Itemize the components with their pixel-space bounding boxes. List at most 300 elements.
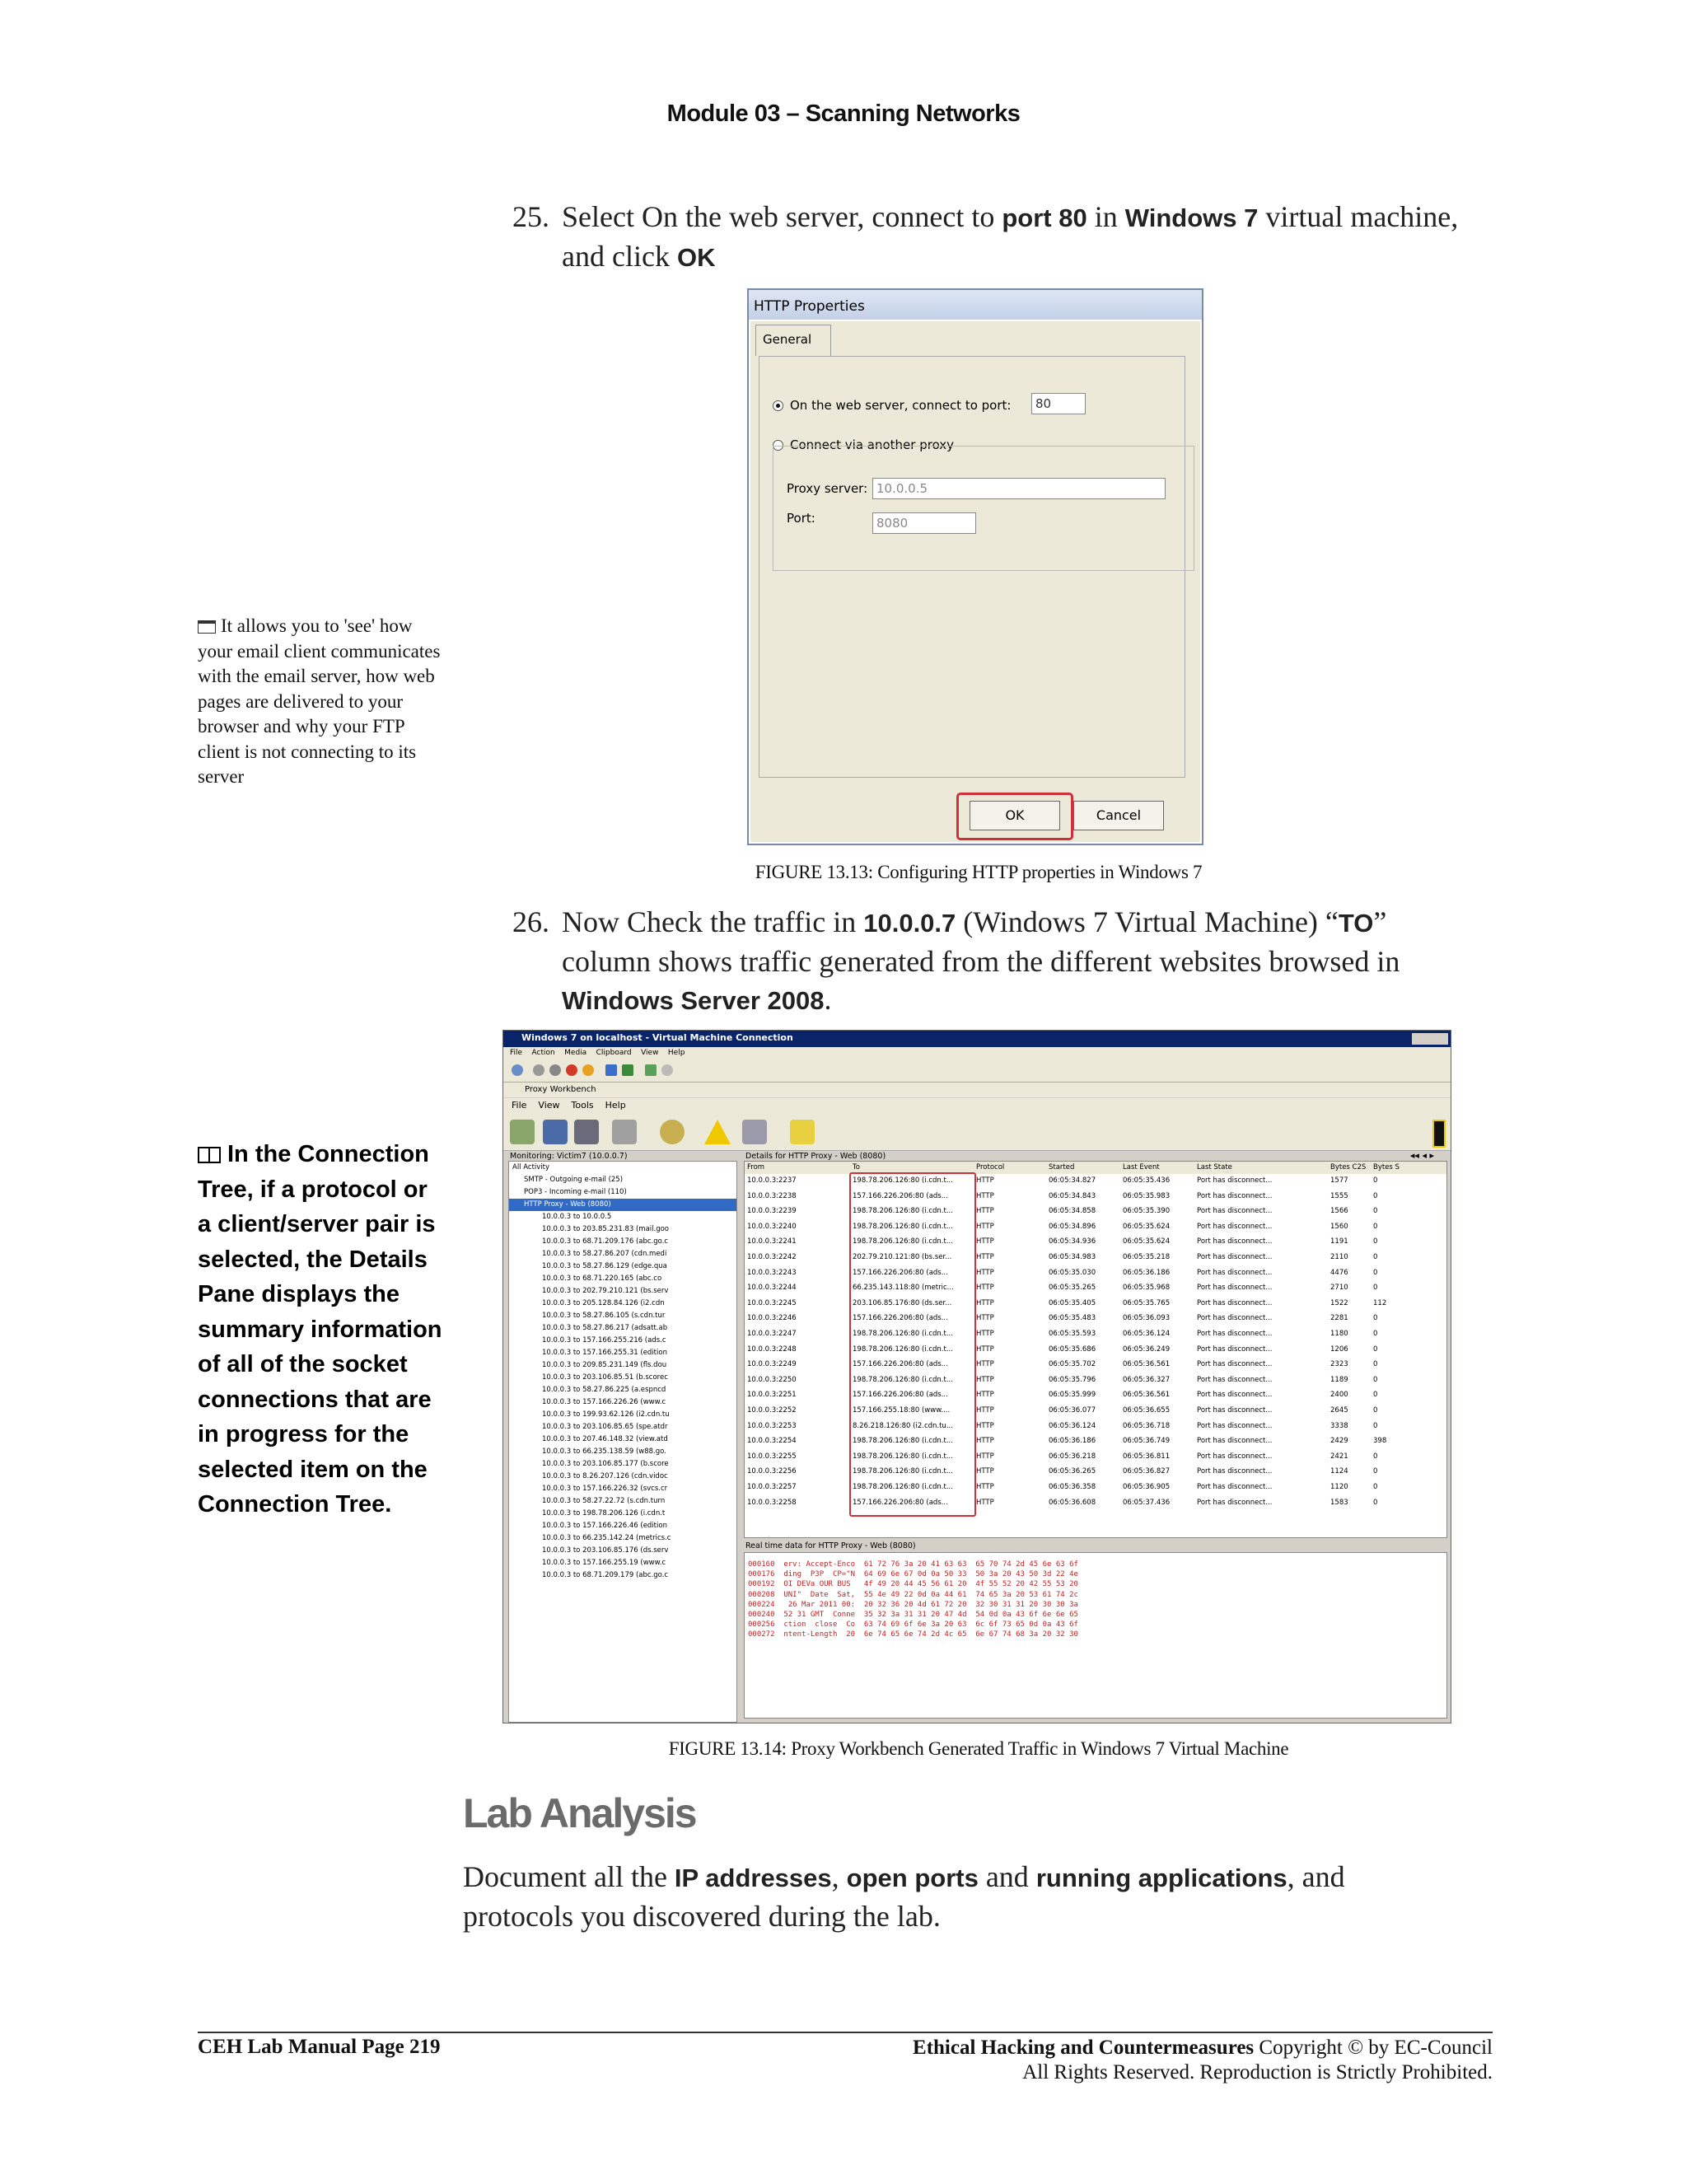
dialog-title: HTTP Properties bbox=[749, 290, 1202, 320]
radio-selected-icon[interactable] bbox=[773, 400, 783, 411]
table-cell: 0 bbox=[1373, 1253, 1378, 1261]
table-cell: 06:05:35.702 bbox=[1049, 1360, 1096, 1369]
table-cell: HTTP bbox=[976, 1375, 994, 1384]
proxy-icon[interactable] bbox=[510, 1120, 535, 1144]
tree-node-pair[interactable]: 10.0.0.3 to 207.46.148.32 (view.atd bbox=[542, 1435, 668, 1443]
table-cell: 1180 bbox=[1330, 1330, 1348, 1338]
tree-node-pair[interactable]: 10.0.0.3 to 58.27.86.225 (a.espncd bbox=[542, 1386, 666, 1394]
table-cell: 0 bbox=[1373, 1176, 1378, 1185]
tree-node-smtp[interactable]: SMTP - Outgoing e-mail (25) bbox=[524, 1176, 624, 1184]
snapshot-icon[interactable] bbox=[645, 1064, 657, 1076]
table-cell: 0 bbox=[1373, 1237, 1378, 1246]
table-cell: 06:05:36.749 bbox=[1123, 1437, 1171, 1446]
menu-tools[interactable]: Tools bbox=[571, 1100, 594, 1111]
table-cell: 10.0.0.3:2243 bbox=[747, 1268, 797, 1277]
step-text: and click bbox=[562, 240, 677, 273]
table-cell: 10.0.0.3:2250 bbox=[747, 1375, 797, 1384]
option-web-server[interactable] bbox=[773, 398, 1011, 413]
table-cell: HTTP bbox=[976, 1222, 994, 1231]
tree-node-pair[interactable]: 10.0.0.3 to 157.166.255.31 (edition bbox=[542, 1349, 667, 1357]
table-cell: 10.0.0.3:2256 bbox=[747, 1467, 797, 1476]
proxy-workbench-menu bbox=[503, 1098, 1451, 1113]
table-cell: 0 bbox=[1373, 1268, 1378, 1277]
option-label: Connect via another proxy bbox=[790, 437, 955, 452]
table-cell: 0 bbox=[1373, 1498, 1378, 1507]
table-cell: 2400 bbox=[1330, 1391, 1348, 1400]
table-cell: 0 bbox=[1373, 1375, 1378, 1384]
table-cell: 1577 bbox=[1330, 1176, 1348, 1185]
table-cell: Port has disconnect... bbox=[1197, 1498, 1273, 1507]
connections-icon[interactable] bbox=[574, 1120, 599, 1144]
table-cell: 10.0.0.3:2254 bbox=[747, 1437, 797, 1446]
step-26 bbox=[512, 903, 549, 941]
menu-help[interactable]: Help bbox=[667, 1049, 685, 1057]
to-column-highlight bbox=[849, 1172, 976, 1517]
table-cell: 10.0.0.3:2247 bbox=[747, 1330, 797, 1338]
table-cell: 1583 bbox=[1330, 1498, 1348, 1507]
step-number: 26. bbox=[512, 905, 549, 938]
general-panel bbox=[759, 356, 1185, 778]
table-cell: 06:05:36.811 bbox=[1123, 1452, 1171, 1461]
figure-13-14-caption: FIGURE 13.14: Proxy Workbench Generated Traffic in Windows 7 Virtual Machine bbox=[668, 1738, 1289, 1759]
table-cell: 0 bbox=[1373, 1406, 1378, 1415]
table-cell: 198.78.206.126:80 (i.cdn.t... bbox=[853, 1375, 953, 1384]
lab-keyword: open ports bbox=[846, 1864, 979, 1892]
revert-icon[interactable] bbox=[661, 1064, 673, 1076]
tree-node-http-proxy[interactable]: HTTP Proxy - Web (8080) bbox=[509, 1199, 736, 1211]
table-cell: 10.0.0.3:2253 bbox=[747, 1421, 797, 1430]
stopwatch-icon[interactable] bbox=[660, 1120, 685, 1144]
table-cell: 06:05:36.608 bbox=[1049, 1498, 1096, 1507]
menu-help[interactable]: Help bbox=[605, 1100, 626, 1111]
table-cell: Port has disconnect... bbox=[1197, 1360, 1273, 1369]
ok-button[interactable]: OK bbox=[970, 801, 1060, 830]
table-cell: HTTP bbox=[976, 1345, 994, 1354]
footer-page: CEH Lab Manual Page 219 bbox=[198, 2036, 441, 2058]
step-25 bbox=[512, 198, 549, 236]
table-cell: 157.166.226.206:80 (ads... bbox=[853, 1268, 948, 1277]
tree-node-pair[interactable]: 10.0.0.3 to 68.71.209.179 (abc.go.c bbox=[542, 1571, 669, 1579]
tree-root[interactable]: All Activity bbox=[512, 1163, 550, 1172]
table-cell: 0 bbox=[1373, 1360, 1378, 1369]
side-note-2 bbox=[198, 1137, 445, 1522]
table-cell: 157.166.226.206:80 (ads... bbox=[853, 1391, 948, 1400]
table-cell: 2429 bbox=[1330, 1437, 1348, 1446]
realtime-data-pane bbox=[744, 1552, 1447, 1719]
realtime-label: Real time data for HTTP Proxy - Web (8080) bbox=[745, 1541, 916, 1550]
shutdown-icon[interactable] bbox=[566, 1064, 577, 1076]
table-cell: 10.0.0.3:2241 bbox=[747, 1237, 797, 1246]
footer-copyright-text: Copyright © by EC-Council bbox=[1254, 2037, 1493, 2059]
proxy-server-input[interactable]: 10.0.0.5 bbox=[872, 478, 1166, 499]
table-cell: 2110 bbox=[1330, 1253, 1348, 1261]
side-note-text: It allows you to 'see' how your email client communicates with the email server, how web pages are delivered to your browser and why your FTP client is not connecting to its server bbox=[198, 615, 441, 787]
tree-node-pair[interactable]: 10.0.0.3 to 203.106.85.177 (b.score bbox=[542, 1460, 669, 1468]
table-cell: HTTP bbox=[976, 1483, 994, 1491]
step-keyword: 10.0.0.7 bbox=[863, 909, 956, 938]
table-cell: 112 bbox=[1373, 1298, 1387, 1307]
table-cell: HTTP bbox=[976, 1268, 994, 1277]
table-cell: Port has disconnect... bbox=[1197, 1253, 1273, 1261]
side-marker-icon bbox=[1432, 1120, 1446, 1148]
table-cell: 157.166.226.206:80 (ads... bbox=[853, 1360, 948, 1369]
hand-icon[interactable] bbox=[790, 1120, 815, 1144]
step-keyword: Windows Server 2008 bbox=[562, 986, 825, 1015]
table-cell: 202.79.210.121:80 (bs.ser... bbox=[853, 1253, 952, 1261]
proxy-server-label: Proxy server: bbox=[787, 481, 868, 496]
table-cell: 06:05:36.561 bbox=[1123, 1391, 1171, 1400]
table-cell: Port has disconnect... bbox=[1197, 1176, 1273, 1185]
table-cell: 0 bbox=[1373, 1284, 1378, 1293]
navigation-arrows-icon[interactable]: ◂◂ ◂ ▸ bbox=[1409, 1150, 1434, 1161]
table-cell: 398 bbox=[1373, 1437, 1387, 1446]
table-cell: 06:05:35.624 bbox=[1123, 1237, 1171, 1246]
table-cell: 157.166.226.206:80 (ads... bbox=[853, 1191, 948, 1200]
table-cell: 1189 bbox=[1330, 1375, 1348, 1384]
tab-general[interactable]: General bbox=[755, 325, 831, 356]
web-port-input[interactable]: 80 bbox=[1031, 393, 1086, 414]
table-cell: 198.78.206.126:80 (i.cdn.t... bbox=[853, 1452, 953, 1461]
table-cell: Port has disconnect... bbox=[1197, 1222, 1273, 1231]
step-text: virtual machine, bbox=[1258, 200, 1459, 233]
tree-node-pair[interactable]: 10.0.0.3 to 58.27.86.217 (adsatt.ab bbox=[542, 1324, 668, 1332]
step-26-text bbox=[562, 903, 1501, 1020]
ctrl-alt-del-icon[interactable] bbox=[512, 1064, 523, 1076]
network-icon[interactable] bbox=[543, 1120, 568, 1144]
table-cell: 1191 bbox=[1330, 1237, 1348, 1246]
window-controls-icon[interactable] bbox=[1412, 1033, 1448, 1045]
tree-node-pair[interactable]: 10.0.0.3 to 205.128.84.126 (i2.cdn bbox=[542, 1299, 665, 1307]
table-cell: Port has disconnect... bbox=[1197, 1437, 1273, 1446]
table-cell: 06:05:34.843 bbox=[1049, 1191, 1096, 1200]
proxy-workbench-toolbar bbox=[503, 1113, 1451, 1151]
table-cell: 06:05:35.624 bbox=[1123, 1222, 1171, 1231]
table-cell: 4476 bbox=[1330, 1268, 1348, 1277]
table-cell: 06:05:35.765 bbox=[1123, 1298, 1171, 1307]
table-cell: 06:05:35.593 bbox=[1049, 1330, 1096, 1338]
tree-node-pair[interactable]: 10.0.0.3 to 157.166.226.32 (svcs.cr bbox=[542, 1485, 668, 1493]
proxy-port-input[interactable]: 8080 bbox=[872, 512, 976, 534]
pause-icon[interactable] bbox=[605, 1064, 617, 1076]
table-cell: 1206 bbox=[1330, 1345, 1348, 1354]
tree-node-pair[interactable]: 10.0.0.3 to 203.106.85.176 (ds.serv bbox=[542, 1546, 669, 1555]
table-cell: HTTP bbox=[976, 1207, 994, 1216]
tree-node-pair[interactable]: 10.0.0.3 to 10.0.0.5 bbox=[542, 1213, 612, 1221]
lab-analysis-text bbox=[463, 1858, 1501, 1936]
step-text: Select On the web server, connect to bbox=[562, 200, 1002, 233]
tree-node-pair[interactable]: 10.0.0.3 to 199.93.62.126 (i2.cdn.tu bbox=[542, 1410, 670, 1419]
table-cell: Port has disconnect... bbox=[1197, 1421, 1273, 1430]
lab-text: and bbox=[978, 1860, 1036, 1893]
table-cell: 198.78.206.126:80 (i.cdn.t... bbox=[853, 1176, 953, 1185]
menu-media[interactable]: Media bbox=[564, 1049, 587, 1057]
option-label: On the web server, connect to port: bbox=[790, 398, 1012, 413]
tree-node-pair[interactable]: 10.0.0.3 to 68.71.220.165 (abc.co bbox=[542, 1274, 662, 1283]
table-cell: Port has disconnect... bbox=[1197, 1298, 1273, 1307]
tree-node-pair[interactable]: 10.0.0.3 to 58.27.86.129 (edge.qua bbox=[542, 1262, 667, 1270]
vm-title: Windows 7 on localhost - Virtual Machine Connection bbox=[503, 1031, 1451, 1047]
monitoring-label: Monitoring: Victim7 (10.0.0.7) bbox=[510, 1152, 628, 1161]
dialog-body bbox=[750, 321, 1200, 842]
proxy-workbench-title: Proxy Workbench bbox=[503, 1083, 1451, 1097]
table-cell: 157.166.226.206:80 (ads... bbox=[853, 1498, 948, 1507]
tree-node-pair[interactable]: 10.0.0.3 to 157.166.226.46 (edition bbox=[542, 1522, 667, 1530]
table-cell: 10.0.0.3:2252 bbox=[747, 1406, 797, 1415]
table-cell: Port has disconnect... bbox=[1197, 1330, 1273, 1338]
tree-node-pair[interactable]: 10.0.0.3 to 203.106.85.65 (spe.atdr bbox=[542, 1423, 668, 1431]
table-cell: Port has disconnect... bbox=[1197, 1268, 1273, 1277]
table-cell: HTTP bbox=[976, 1452, 994, 1461]
tree-node-pair[interactable]: 10.0.0.3 to 157.166.226.26 (www.c bbox=[542, 1398, 666, 1406]
table-cell: 06:05:35.999 bbox=[1049, 1391, 1096, 1400]
table-cell: 66.235.143.118:80 (metric... bbox=[853, 1284, 954, 1293]
column-header[interactable]: To bbox=[853, 1163, 860, 1172]
menu-view[interactable]: View bbox=[538, 1100, 560, 1111]
step-keyword: OK bbox=[676, 243, 716, 272]
lab-keyword: running applications bbox=[1035, 1864, 1287, 1892]
table-cell: 198.78.206.126:80 (i.cdn.t... bbox=[853, 1467, 953, 1476]
step-number: 25. bbox=[512, 200, 549, 233]
start-icon[interactable] bbox=[533, 1064, 544, 1076]
table-cell: 0 bbox=[1373, 1391, 1378, 1400]
table-cell: 0 bbox=[1373, 1345, 1378, 1354]
table-cell: HTTP bbox=[976, 1437, 994, 1446]
table-cell: 1566 bbox=[1330, 1207, 1348, 1216]
connection-tree bbox=[508, 1161, 737, 1723]
book-icon bbox=[198, 1147, 221, 1163]
tree-node-pop3[interactable]: POP3 - Incoming e-mail (110) bbox=[524, 1188, 627, 1196]
table-cell: 198.78.206.126:80 (i.cdn.t... bbox=[853, 1207, 953, 1216]
table-cell: 06:05:36.186 bbox=[1049, 1437, 1096, 1446]
step-text: (Windows 7 Virtual Machine) “ bbox=[956, 905, 1339, 938]
warning-icon[interactable] bbox=[704, 1120, 731, 1144]
reset-icon[interactable] bbox=[622, 1064, 633, 1076]
footer-copyright bbox=[913, 2036, 1493, 2085]
table-cell: 198.78.206.126:80 (i.cdn.t... bbox=[853, 1222, 953, 1231]
table-cell: 06:05:36.124 bbox=[1049, 1421, 1096, 1430]
table-cell: 06:05:34.827 bbox=[1049, 1176, 1096, 1185]
table-cell: 06:05:36.093 bbox=[1123, 1314, 1171, 1323]
table-cell: 06:05:36.327 bbox=[1123, 1375, 1171, 1384]
tree-node-pair[interactable]: 10.0.0.3 to 203.85.231.83 (mail.goo bbox=[542, 1225, 669, 1233]
table-cell: HTTP bbox=[976, 1330, 994, 1338]
lab-keyword: IP addresses bbox=[674, 1864, 832, 1892]
table-cell: 06:05:35.030 bbox=[1049, 1268, 1096, 1277]
vm-toolbar bbox=[503, 1060, 1451, 1083]
save-icon[interactable] bbox=[612, 1120, 637, 1144]
table-cell: 0 bbox=[1373, 1467, 1378, 1476]
save-icon[interactable] bbox=[582, 1064, 594, 1076]
proxy-port-label: Port: bbox=[787, 511, 815, 526]
table-cell: HTTP bbox=[976, 1406, 994, 1415]
step-text: in bbox=[1087, 200, 1125, 233]
table-cell: HTTP bbox=[976, 1498, 994, 1507]
table-cell: Port has disconnect... bbox=[1197, 1375, 1273, 1384]
tools-icon[interactable] bbox=[742, 1120, 767, 1144]
table-cell: 198.78.206.126:80 (i.cdn.t... bbox=[853, 1483, 953, 1491]
table-cell: 06:05:36.358 bbox=[1049, 1483, 1096, 1491]
table-cell: Port has disconnect... bbox=[1197, 1467, 1273, 1476]
table-cell: 06:05:35.218 bbox=[1123, 1253, 1171, 1261]
table-cell: 10.0.0.3:2245 bbox=[747, 1298, 797, 1307]
table-cell: Port has disconnect... bbox=[1197, 1237, 1273, 1246]
footer-rights: All Rights Reserved. Reproduction is Strictly Prohibited. bbox=[1022, 2061, 1493, 2083]
table-cell: 06:05:36.718 bbox=[1123, 1421, 1171, 1430]
table-cell: 10.0.0.3:2242 bbox=[747, 1253, 797, 1261]
table-cell: Port has disconnect... bbox=[1197, 1391, 1273, 1400]
table-cell: 2645 bbox=[1330, 1406, 1348, 1415]
menu-file[interactable]: File bbox=[510, 1049, 523, 1057]
tree-node-pair[interactable]: 10.0.0.3 to 202.79.210.121 (bs.serv bbox=[542, 1287, 669, 1295]
table-cell: 06:05:35.983 bbox=[1123, 1191, 1171, 1200]
table-cell: 06:05:36.249 bbox=[1123, 1345, 1171, 1354]
table-cell: 10.0.0.3:2238 bbox=[747, 1191, 797, 1200]
table-cell: 2710 bbox=[1330, 1284, 1348, 1293]
table-cell: 10.0.0.3:2251 bbox=[747, 1391, 797, 1400]
table-cell: HTTP bbox=[976, 1360, 994, 1369]
lab-text: , bbox=[831, 1860, 847, 1893]
table-cell: 2323 bbox=[1330, 1360, 1348, 1369]
tree-node-pair[interactable]: 10.0.0.3 to 58.27.86.105 (s.cdn.tur bbox=[542, 1312, 666, 1320]
table-cell: 06:05:35.483 bbox=[1049, 1314, 1096, 1323]
step-text: Now Check the traffic in bbox=[562, 905, 864, 938]
lab-analysis-title: Lab Analysis bbox=[463, 1790, 696, 1836]
table-cell: 06:05:36.186 bbox=[1123, 1268, 1171, 1277]
tree-node-pair[interactable]: 10.0.0.3 to 157.166.255.19 (www.c bbox=[542, 1559, 666, 1567]
tree-node-pair[interactable]: 10.0.0.3 to 8.26.207.126 (cdn.vidoc bbox=[542, 1472, 668, 1480]
table-cell: 0 bbox=[1373, 1207, 1378, 1216]
step-keyword: port 80 bbox=[1002, 203, 1087, 232]
tree-node-pair[interactable]: 10.0.0.3 to 66.235.138.59 (w88.go. bbox=[542, 1447, 666, 1456]
table-cell: 2421 bbox=[1330, 1452, 1348, 1461]
tree-node-pair[interactable]: 10.0.0.3 to 66.235.142.24 (metrics.c bbox=[542, 1534, 671, 1542]
column-header[interactable]: Bytes C2S bbox=[1330, 1163, 1367, 1172]
step-keyword: Windows 7 bbox=[1124, 203, 1259, 232]
table-cell: 8.26.218.126:80 (i2.cdn.tu... bbox=[853, 1421, 953, 1430]
footer-book-title: Ethical Hacking and Countermeasures bbox=[913, 2037, 1255, 2059]
column-header[interactable]: From bbox=[747, 1163, 765, 1172]
menu-action[interactable]: Action bbox=[531, 1049, 555, 1057]
table-cell: Port has disconnect... bbox=[1197, 1406, 1273, 1415]
table-cell: 0 bbox=[1373, 1222, 1378, 1231]
table-cell: HTTP bbox=[976, 1314, 994, 1323]
vm-window bbox=[502, 1030, 1451, 1723]
table-cell: 10.0.0.3:2244 bbox=[747, 1284, 797, 1293]
column-header[interactable]: Bytes S bbox=[1373, 1163, 1400, 1172]
table-cell: 1555 bbox=[1330, 1191, 1348, 1200]
table-cell: 0 bbox=[1373, 1191, 1378, 1200]
table-cell: 0 bbox=[1373, 1330, 1378, 1338]
table-cell: 1560 bbox=[1330, 1222, 1348, 1231]
table-cell: 0 bbox=[1373, 1421, 1378, 1430]
http-properties-dialog bbox=[747, 288, 1203, 845]
cancel-button[interactable]: Cancel bbox=[1073, 801, 1164, 830]
table-cell: 3338 bbox=[1330, 1421, 1348, 1430]
tree-node-pair[interactable]: 10.0.0.3 to 58.27.86.207 (cdn.medi bbox=[542, 1250, 667, 1258]
menu-clipboard[interactable]: Clipboard bbox=[596, 1049, 632, 1057]
table-cell: 198.78.206.126:80 (i.cdn.t... bbox=[853, 1345, 953, 1354]
table-cell: 06:05:35.265 bbox=[1049, 1284, 1096, 1293]
table-cell: 10.0.0.3:2239 bbox=[747, 1207, 797, 1216]
step-25-text bbox=[562, 198, 1501, 277]
table-cell: 06:05:36.218 bbox=[1049, 1452, 1096, 1461]
tree-node-pair[interactable]: 10.0.0.3 to 203.106.85.51 (b.scorec bbox=[542, 1373, 668, 1382]
module-title: Module 03 – Scanning Networks bbox=[666, 101, 1021, 127]
hex-dump: 000160 erv: Accept-Enco 61 72 76 3a 20 41 63 63 65 70 74 2d 45 6e 63 6f 000176 ding P3P CP="N 64 69 6e 67 0d 0a 50 33 50 3a 20 43 50 3d 22 4e 000192 OI DEVa OUR BUS 4f 49 20 44 45 56 61 20 4f 55 52 20 42 55 53 20 000208 UNI" Date Sat, 55 4e 49 22 0d 0a 44 61 74 65 3a 20 53 61 74 2c 000224 26 Mar 2011 00: 20 32 36 20 4d 61 72 20 32 30 31 31 20 30 30 3a 000240 52 31 GMT Conne 35 32 3a 31 31 20 47 4d 54 0d 0a 43 6f 6e 6e 65 000256 ction close Co 63 74 69 6f 6e 3a 20 63 6c 6f 73 65 0d 0a 43 6f 000272 ntent-Length 20 6e 74 65 6e 74 2d 4c 65 6e 67 74 68 3a 20 32 30 bbox=[748, 1560, 1078, 1639]
table-cell: 1124 bbox=[1330, 1467, 1348, 1476]
table-cell: 2281 bbox=[1330, 1314, 1348, 1323]
table-cell: 1522 bbox=[1330, 1298, 1348, 1307]
table-cell: 06:05:35.436 bbox=[1123, 1176, 1171, 1185]
tree-node-pair[interactable]: 10.0.0.3 to 68.71.209.176 (abc.go.c bbox=[542, 1237, 669, 1246]
details-label: Details for HTTP Proxy - Web (8080) bbox=[745, 1152, 886, 1161]
column-header[interactable]: Last Event bbox=[1123, 1163, 1160, 1172]
table-cell: 157.166.255.18:80 (www.... bbox=[853, 1406, 951, 1415]
table-cell: 10.0.0.3:2258 bbox=[747, 1498, 797, 1507]
proxy-groupbox bbox=[773, 446, 1194, 571]
table-cell: 198.78.206.126:80 (i.cdn.t... bbox=[853, 1237, 953, 1246]
table-cell: 06:05:34.858 bbox=[1049, 1207, 1096, 1216]
table-cell: 06:05:35.968 bbox=[1123, 1284, 1171, 1293]
turn-off-icon[interactable] bbox=[549, 1064, 561, 1076]
step-text: column shows traffic generated from the different websites browsed in bbox=[562, 945, 1400, 978]
tree-node-pair[interactable]: 10.0.0.3 to 198.78.206.126 (i.cdn.t bbox=[542, 1509, 666, 1518]
lab-text: , and bbox=[1287, 1860, 1345, 1893]
table-cell: Port has disconnect... bbox=[1197, 1452, 1273, 1461]
table-cell: Port has disconnect... bbox=[1197, 1284, 1273, 1293]
menu-file[interactable]: File bbox=[512, 1100, 527, 1111]
table-cell: Port has disconnect... bbox=[1197, 1483, 1273, 1491]
table-cell: 10.0.0.3:2249 bbox=[747, 1360, 797, 1369]
table-cell: 10.0.0.3:2255 bbox=[747, 1452, 797, 1461]
table-cell: 06:05:36.905 bbox=[1123, 1483, 1171, 1491]
column-header[interactable]: Last State bbox=[1197, 1163, 1232, 1172]
table-cell: HTTP bbox=[976, 1253, 994, 1261]
step-keyword: TO bbox=[1338, 909, 1374, 938]
table-cell: 1120 bbox=[1330, 1483, 1348, 1491]
table-cell: 06:05:35.796 bbox=[1049, 1375, 1096, 1384]
table-cell: 203.106.85.176:80 (ds.ser... bbox=[853, 1298, 952, 1307]
side-note-text: In the Connection Tree, if a protocol or a client/server pair is selected, the Details Pane displays the summary information of all of the socket connections that are in progress for the selected item on the Connection Tree. bbox=[198, 1141, 442, 1518]
table-cell: HTTP bbox=[976, 1391, 994, 1400]
table-cell: HTTP bbox=[976, 1421, 994, 1430]
table-cell: 06:05:36.655 bbox=[1123, 1406, 1171, 1415]
table-cell: 06:05:35.686 bbox=[1049, 1345, 1096, 1354]
table-cell: Port has disconnect... bbox=[1197, 1314, 1273, 1323]
table-cell: 06:05:34.983 bbox=[1049, 1253, 1096, 1261]
column-header[interactable]: Protocol bbox=[976, 1163, 1005, 1172]
table-cell: 06:05:35.390 bbox=[1123, 1207, 1171, 1216]
tree-node-pair[interactable]: 10.0.0.3 to 58.27.22.72 (s.cdn.turn bbox=[542, 1497, 666, 1505]
table-cell: 06:05:35.405 bbox=[1049, 1298, 1096, 1307]
tree-node-pair[interactable]: 10.0.0.3 to 209.85.231.149 (fls.dou bbox=[542, 1361, 667, 1369]
lab-text: Document all the bbox=[463, 1860, 675, 1893]
table-cell: 06:05:36.561 bbox=[1123, 1360, 1171, 1369]
table-cell: HTTP bbox=[976, 1176, 994, 1185]
table-cell: 10.0.0.3:2240 bbox=[747, 1222, 797, 1231]
column-header[interactable]: Started bbox=[1049, 1163, 1075, 1172]
table-cell: 06:05:37.436 bbox=[1123, 1498, 1171, 1507]
ok-highlight bbox=[956, 793, 1073, 840]
tree-node-pair[interactable]: 10.0.0.3 to 157.166.255.216 (ads.c bbox=[542, 1336, 666, 1345]
table-cell: 198.78.206.126:80 (i.cdn.t... bbox=[853, 1437, 953, 1446]
figure-13-13-caption: FIGURE 13.13: Configuring HTTP properties in Windows 7 bbox=[755, 862, 1203, 882]
table-cell: 06:05:36.124 bbox=[1123, 1330, 1171, 1338]
table-cell: 06:05:34.896 bbox=[1049, 1222, 1096, 1231]
table-cell: 06:05:36.827 bbox=[1123, 1467, 1171, 1476]
menu-view[interactable]: View bbox=[641, 1049, 659, 1057]
table-cell: HTTP bbox=[976, 1284, 994, 1293]
